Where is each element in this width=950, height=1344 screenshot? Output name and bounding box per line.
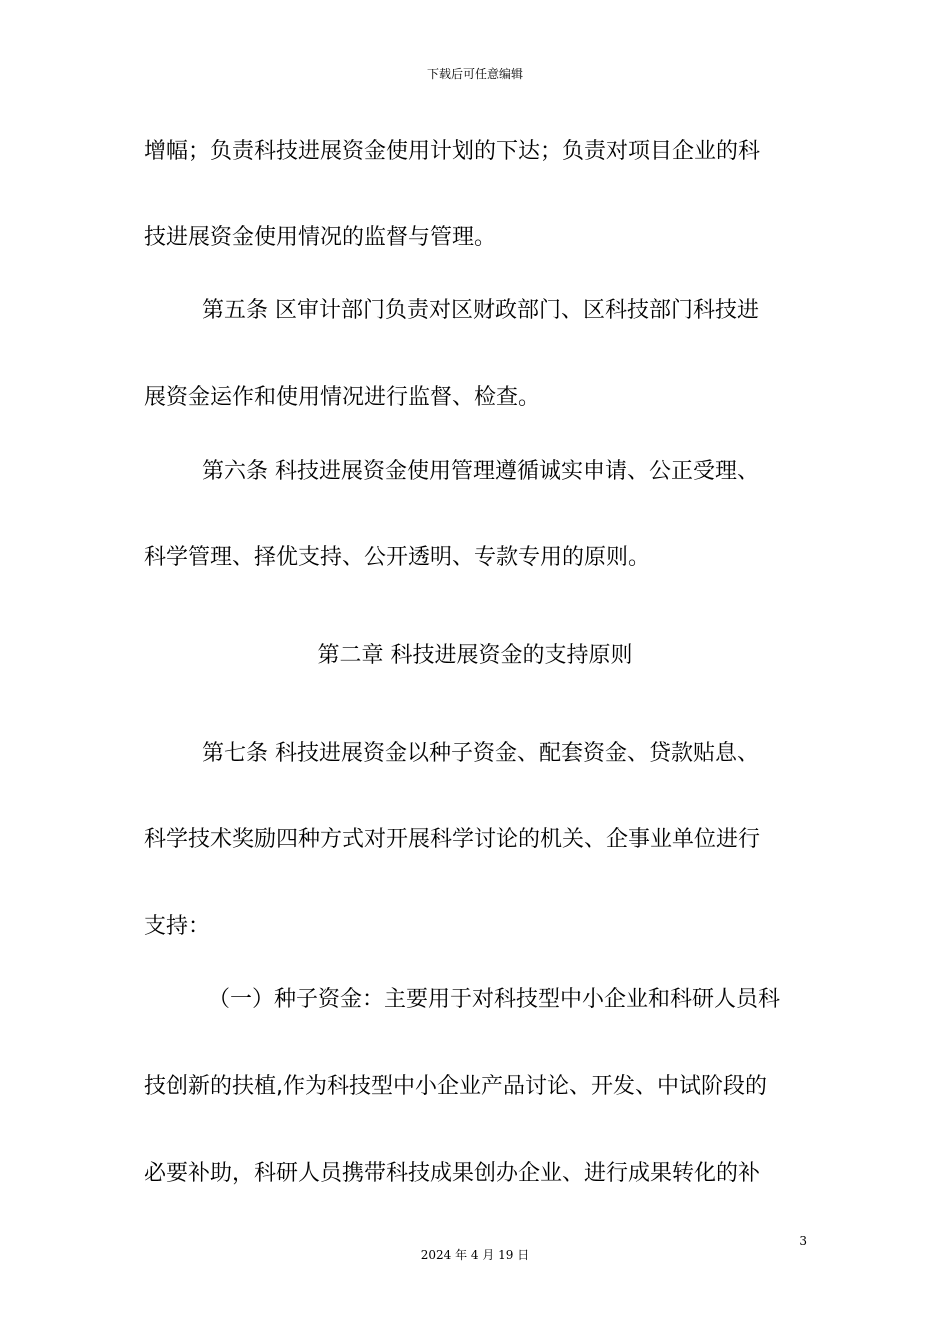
item-1-line: （一）种子资金：主要用于对科技型中小企业和科研人员科 — [208, 987, 781, 1012]
article-6-line: 第六条 科技进展资金使用管理遵循诚实申请、公正受理、 — [202, 459, 759, 484]
chapter-heading: 第二章 科技进展资金的支持原则 — [317, 643, 633, 668]
page-header: 下载后可任意编辑 — [426, 67, 523, 81]
body-line: 科学管理、择优支持、公开透明、专款专用的原则。 — [144, 545, 651, 570]
body-line: 技创新的扶植,作为科技型中小企业产品讨论、开发、中试阶段的 — [144, 1074, 767, 1099]
page-number: 3 — [799, 1234, 807, 1248]
body-line: 增幅；负责科技进展资金使用计划的下达；负责对项目企业的科 — [144, 139, 761, 164]
body-line: 支持： — [144, 914, 211, 939]
body-line: 必要补助，科研人员携带科技成果创办企业、进行成果转化的补 — [144, 1161, 761, 1186]
body-line: 科学技术奖励四种方式对开展科学讨论的机关、企事业单位进行 — [144, 827, 761, 852]
body-line: 展资金运作和使用情况进行监督、检查。 — [144, 385, 541, 410]
article-7-line: 第七条 科技进展资金以种子资金、配套资金、贷款贴息、 — [202, 741, 759, 766]
footer-date: 2024 年 4 月 19 日 — [420, 1248, 530, 1262]
article-5-line: 第五条 区审计部门负责对区财政部门、区科技部门科技进 — [202, 298, 759, 323]
body-line: 技进展资金使用情况的监督与管理。 — [144, 225, 497, 250]
